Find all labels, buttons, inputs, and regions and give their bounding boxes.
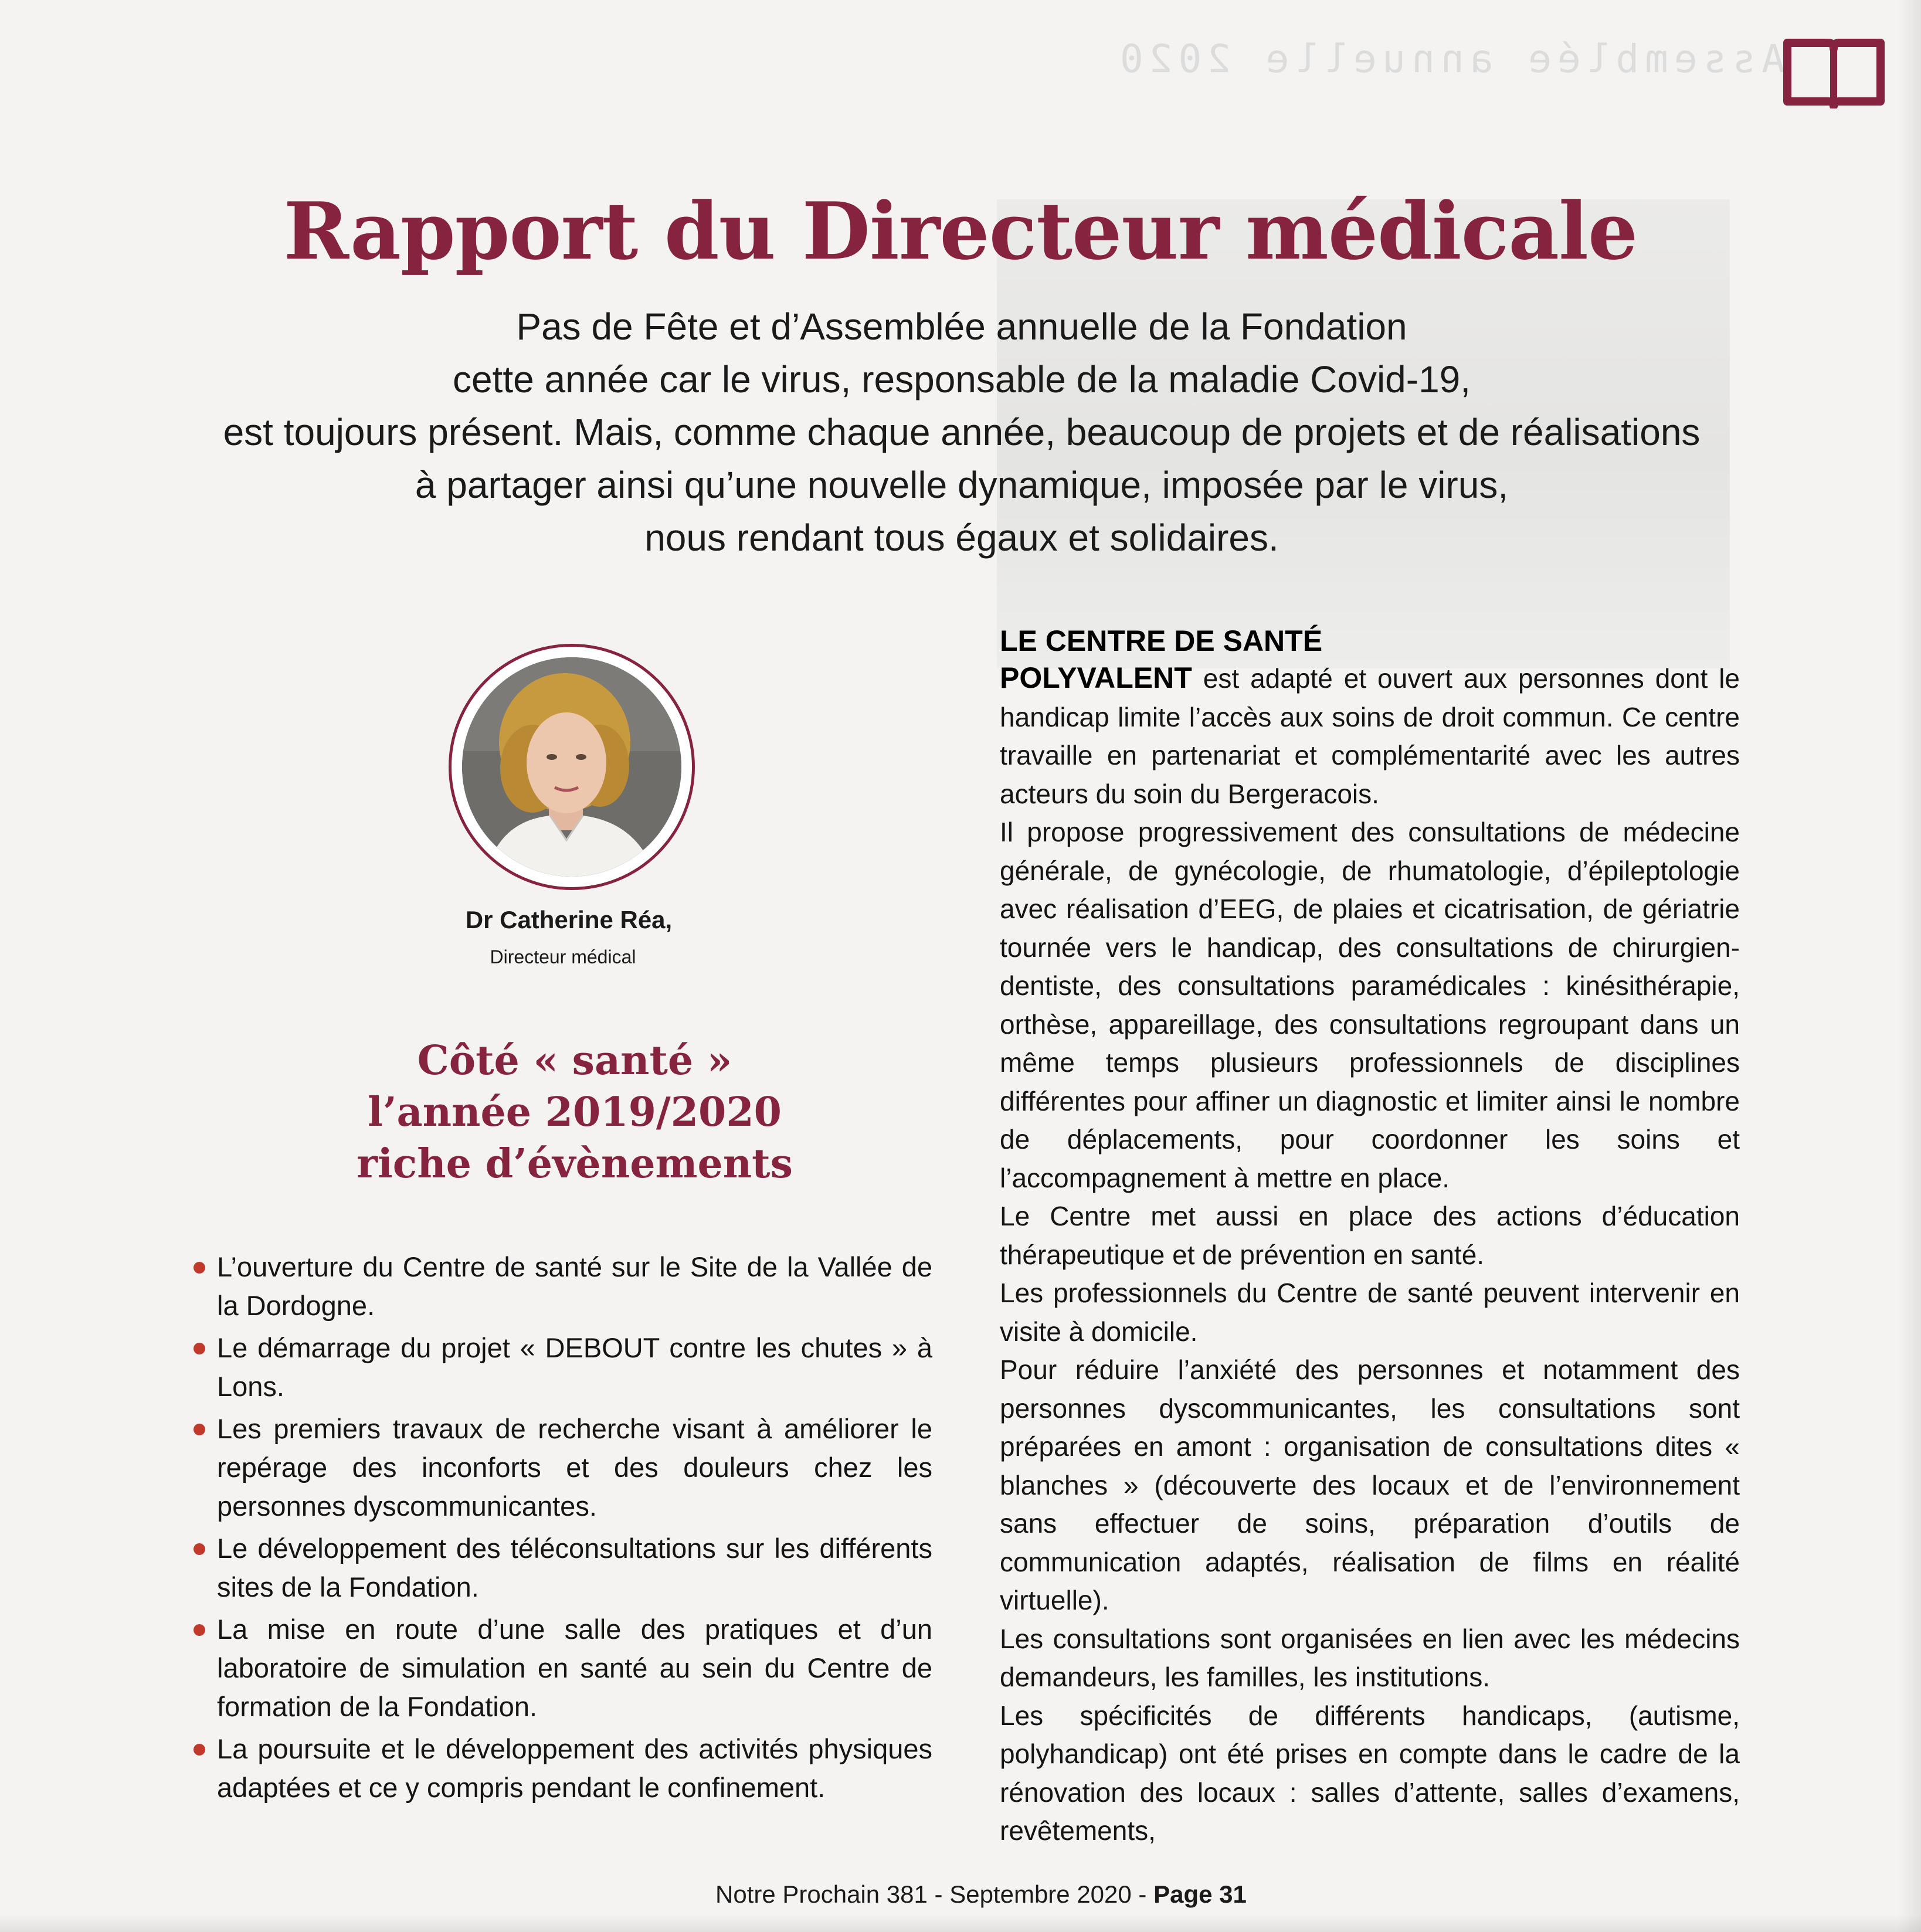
list-item-text: Le développement des téléconsultations sur les différents sites de la Fondation. <box>217 1533 932 1602</box>
paragraph <box>1000 659 1740 813</box>
paragraph: Les spécificités de différents handicaps, (autisme, polyhandicap) ont été prises en compte dans le cadre de la rénovation des locaux : salles d’attente, salles d’examens, revêtements, <box>1000 1700 1740 1846</box>
list-item <box>194 1730 932 1807</box>
paragraph: Les professionnels du Centre de santé peuvent intervenir en visite à domicile. <box>1000 1278 1740 1347</box>
author-role: Directeur médical <box>490 946 636 967</box>
intro-line: nous rendant tous égaux et solidaires. <box>644 517 1279 559</box>
author-portrait <box>449 644 695 890</box>
list-item-text: L’ouverture du Centre de santé sur le Site de la Vallée de la Dordogne. <box>217 1251 932 1321</box>
page-number: Page 31 <box>1153 1880 1247 1908</box>
list-item-text: La poursuite et le développement des activités physiques adaptées et ce y compris pendant le confinement. <box>217 1733 932 1803</box>
list-item <box>194 1248 932 1325</box>
author-photo <box>462 657 681 877</box>
paragraph: Il propose progressivement des consultations de médecine générale, de gynécologie, de rhumatologie, d’épileptologie avec réalisation d’EEG, de plaies et cicatrisation, de gériatrie tournée vers le handicap, des consultations de chirurgien-dentiste, des consultations paramédicales : kinésithérapie, orthèse, appareillage, des consultations regroupant dans un même temps plusieurs professionnels de disciplines différentes pour affiner un diagnostic et limiter ainsi le nombre de déplacements, pour coordonner les soins et l’accompagnement à mettre en place. <box>1000 817 1740 1193</box>
paragraph: Les consultations sont organisées en lien avec les médecins demandeurs, les familles, les institutions. <box>1000 1623 1740 1692</box>
subheading-line: l’année 2019/2020 <box>368 1089 782 1136</box>
list-item <box>194 1610 932 1726</box>
bullet-icon <box>194 1424 205 1435</box>
intro-line: cette année car le virus, responsable de la maladie Covid-19, <box>452 358 1471 400</box>
intro-line: Pas de Fête et d’Assemblée annuelle de la Fondation <box>516 305 1407 348</box>
subheading-line: riche d’évènements <box>357 1140 793 1187</box>
article-intro <box>223 300 1701 564</box>
left-subheading <box>211 1035 938 1190</box>
running-header: Assemblée annuelle 2020 <box>1114 36 1785 82</box>
paragraph: Pour réduire l’anxiété des personnes et notamment des personnes dyscommunicantes, les consultations sont préparées en amont : organisation de consultations dites « blanches » (découverte des locaux et de l’environnement sans effectuer de soins, préparation d’outils de communication adaptés, réalisation de films en réalité virtuelle). <box>1000 1354 1740 1615</box>
footer-text: Notre Prochain 381 - Septembre 2020 - <box>715 1880 1154 1908</box>
bullet-icon <box>194 1343 205 1354</box>
article-title: Rapport du Directeur médicale <box>283 185 1638 277</box>
page-footer <box>715 1880 1247 1909</box>
right-column-heading: LE CENTRE DE SANTÉ <box>1000 624 1323 657</box>
right-column <box>1000 623 1740 1850</box>
list-item <box>194 1410 932 1526</box>
intro-line: est toujours présent. Mais, comme chaque année, beaucoup de projets et de réalisations <box>223 411 1701 453</box>
bullet-icon <box>194 1262 205 1274</box>
events-list <box>194 1248 932 1811</box>
list-item-text: Les premiers travaux de recherche visant à améliorer le repérage des inconforts et des douleurs chez les personnes dyscommunicantes. <box>217 1413 932 1522</box>
paragraph-text: est adapté et ouvert aux personnes dont le handicap limite l’accès aux soins de droit commun. Ce centre travaille en partenariat et complémentarité avec les autres acteurs du soin du Bergeracois. <box>1000 663 1740 809</box>
bullet-icon <box>194 1543 205 1555</box>
bullet-icon <box>194 1744 205 1756</box>
page-edge-shadow <box>1898 0 1921 1932</box>
list-item <box>194 1329 932 1406</box>
subheading-line: Côté « santé » <box>417 1037 732 1084</box>
page-bottom-shadow <box>0 1914 1921 1932</box>
heading-lead-word: POLYVALENT <box>1000 661 1192 694</box>
author-name: Dr Catherine Réa, <box>465 906 673 933</box>
list-item-text: La mise en route d’une salle des pratiques et d’un laboratoire de simulation en santé au sein du Centre de formation de la Fondation. <box>217 1614 932 1722</box>
intro-line: à partager ainsi qu’une nouvelle dynamique, imposée par le virus, <box>415 464 1509 506</box>
list-item-text: Le démarrage du projet « DEBOUT contre les chutes » à Lons. <box>217 1332 932 1402</box>
list-item <box>194 1529 932 1607</box>
bullet-icon <box>194 1624 205 1636</box>
paragraph: Le Centre met aussi en place des actions d’éducation thérapeutique et de prévention en santé. <box>1000 1201 1740 1270</box>
open-book-icon <box>1783 32 1885 108</box>
